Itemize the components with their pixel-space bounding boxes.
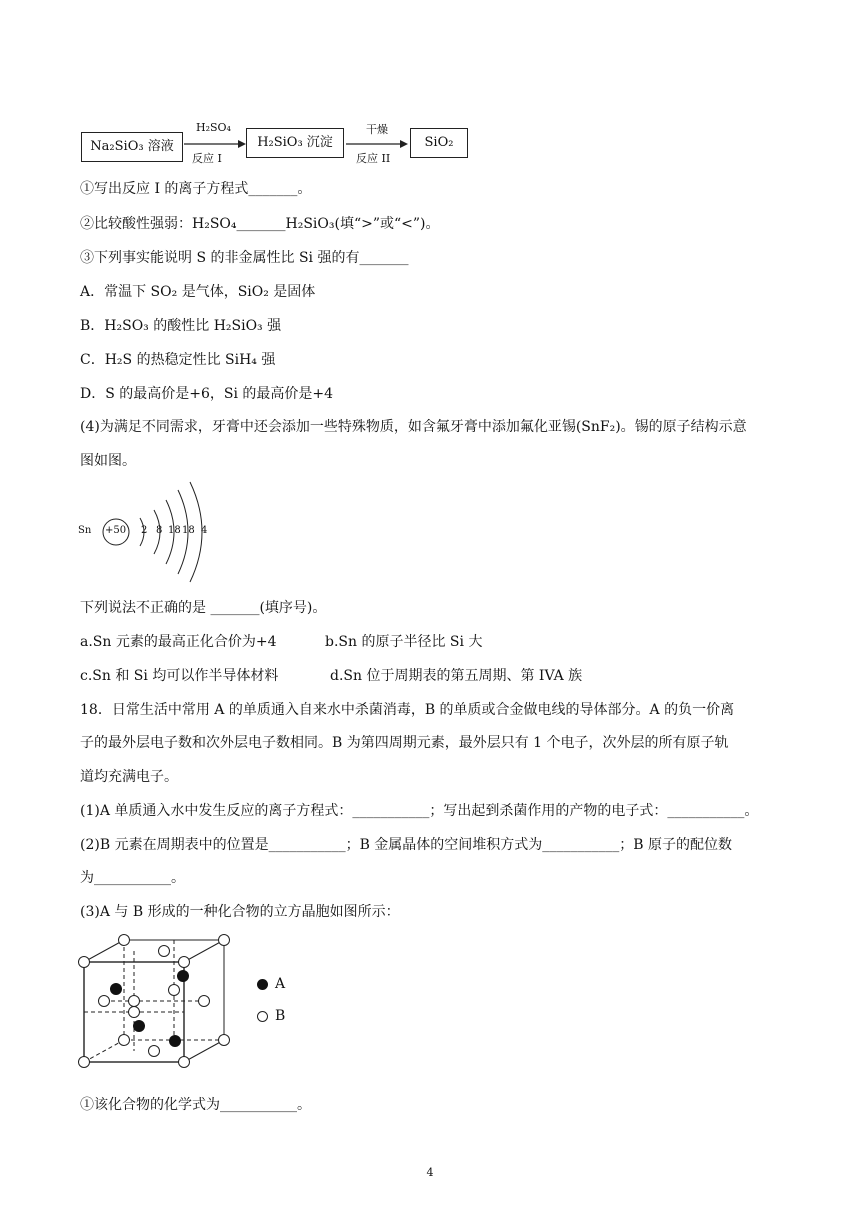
question-18-3: (3)A 与 B 形成的一种化合物的立方晶胞如图所示： — [80, 904, 400, 920]
question-18-1: (1)A 单质通入水中发生反应的离子方程式：___________；写出起到杀菌作用的产物的电子式：___________。 — [80, 803, 759, 819]
legend-b-marker — [257, 1011, 268, 1022]
arrow2 — [346, 139, 408, 149]
option-4a: a.Sn 元素的最高正化合价为+4 — [80, 634, 277, 650]
legend-b-label: B — [275, 1008, 286, 1024]
question-3-3: ③下列事实能说明 S 的非金属性比 Si 强的有_______ — [80, 250, 409, 266]
option-a: A．常温下 SO₂ 是气体，SiO₂ 是固体 — [80, 284, 316, 300]
arrow1 — [184, 139, 246, 149]
arrow2-top-label: 干燥 — [366, 123, 388, 136]
question-3-1: ①写出反应 I 的离子方程式_______。 — [80, 181, 312, 197]
atom-structure-diagram — [76, 480, 226, 585]
question-4-text-cont: 图如图。 — [80, 453, 136, 469]
option-c: C．H₂S 的热稳定性比 SiH₄ 强 — [80, 352, 276, 368]
option-4c: c.Sn 和 Si 均可以作半导体材料 — [80, 668, 279, 684]
option-d: D．S 的最高价是+6，Si 的最高价是+4 — [80, 386, 334, 402]
shell-3: 18 — [168, 525, 181, 536]
arrow2-bottom-label: 反应 II — [356, 152, 391, 165]
option-4d: d.Sn 位于周期表的第五周期、第 IVA 族 — [330, 668, 583, 684]
question-4-prompt: 下列说法不正确的是 _______(填序号)。 — [80, 600, 327, 616]
crystal-cell-diagram — [70, 930, 240, 1070]
shell-1: 2 — [141, 525, 148, 536]
question-18-line-1: 18．日常生活中常用 A 的单质通入自来水中杀菌消毒，B 的单质或合金做电线的导体部分。A 的负一价离 — [80, 702, 735, 718]
arrow1-bottom-label: 反应 I — [192, 152, 222, 165]
legend-a-marker — [257, 979, 268, 990]
shell-5: 4 — [201, 525, 208, 536]
flow-box-na2sio3: Na₂SiO₃ 溶液 — [81, 132, 183, 162]
option-b: B．H₂SO₃ 的酸性比 H₂SiO₃ 强 — [80, 318, 282, 334]
nucleus-charge: +50 — [105, 525, 127, 536]
flow-box-sio2: SiO₂ — [410, 128, 468, 158]
question-18-line-2: 子的最外层电子数和次外层电子数相同。B 为第四周期元素，最外层只有 1 个电子，次外层的所有原子轨 — [80, 735, 729, 751]
legend-a-label: A — [275, 976, 286, 992]
flow-box-h2sio3: H₂SiO₃ 沉淀 — [246, 128, 344, 158]
arrow1-top-label: H₂SO₄ — [196, 121, 231, 134]
question-18-line-3: 道均充满电子。 — [80, 769, 178, 785]
page-number: 4 — [426, 1166, 434, 1179]
shell-4: 18 — [182, 525, 195, 536]
question-18-3-1: ①该化合物的化学式为___________。 — [80, 1097, 311, 1113]
shell-2: 8 — [156, 525, 163, 536]
question-3-2: ②比较酸性强弱：H₂SO₄_______H₂SiO₃(填“>”或“<”)。 — [80, 216, 440, 232]
question-18-2: (2)B 元素在周期表中的位置是___________；B 金属晶体的空间堆积方式为___________；B 原子的配位数 — [80, 837, 733, 853]
question-4-text: (4)为满足不同需求，牙膏中还会添加一些特殊物质，如含氟牙膏中添加氟化亚锡(SnF₂)。锡的原子结构示意 — [80, 419, 747, 435]
question-18-2-cont: 为___________。 — [80, 870, 185, 886]
option-4b: b.Sn 的原子半径比 Si 大 — [325, 634, 483, 650]
atom-symbol: Sn — [78, 525, 92, 536]
